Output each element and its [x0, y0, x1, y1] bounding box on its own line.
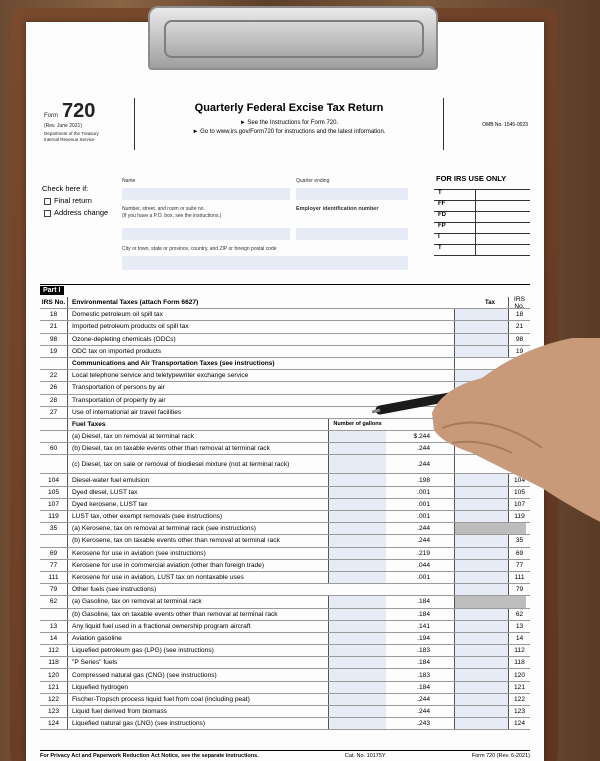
- irs-number: 18: [40, 309, 68, 320]
- table-row: [40, 657, 530, 669]
- irs-number: 112: [40, 645, 68, 656]
- tax-rate: .184: [417, 659, 430, 667]
- irs-number-right: 77: [508, 560, 530, 571]
- line-description: "P Series" fuels: [72, 659, 118, 667]
- table-row: [40, 621, 530, 633]
- line-description: Compressed natural gas (CNG) (see instructions): [72, 671, 217, 679]
- irs-number-right: 120: [508, 669, 530, 680]
- tax-rate: .244: [417, 695, 430, 703]
- irs-number-right: 21: [508, 321, 530, 332]
- quarter-field[interactable]: [296, 188, 408, 200]
- irs-number-right: 18: [508, 309, 530, 320]
- address-change-label: Address change: [54, 208, 109, 217]
- omb-number: OMB No. 1545-0023: [482, 122, 528, 128]
- irs-use-row: T: [434, 245, 530, 256]
- line-description: Liquefied hydrogen: [72, 683, 129, 691]
- gallons-field[interactable]: [328, 706, 386, 717]
- line-description: (b) Gasoline, tax on taxable events other than removal at terminal rack: [72, 610, 278, 618]
- clipboard-clip-icon: [148, 6, 438, 70]
- irs-number: 28: [40, 395, 68, 406]
- irs-number-right: 79: [508, 584, 530, 595]
- city-field[interactable]: [122, 256, 408, 270]
- form-title: Quarterly Federal Excise Tax Return: [194, 102, 384, 114]
- tax-rate: .244: [417, 460, 430, 468]
- tax-rate: .001: [417, 574, 430, 582]
- ein-label: Employer identification number: [296, 206, 379, 212]
- tax-field: [454, 596, 526, 607]
- line-description: Liquefied natural gas (LNG) (see instructions): [72, 720, 206, 728]
- irs-number: 118: [40, 657, 68, 668]
- irs-number: 27: [40, 407, 68, 418]
- tax-rate: .044: [417, 561, 430, 569]
- irs-number: 13: [40, 621, 68, 632]
- tax-rate: $.244: [413, 433, 430, 441]
- irs-number: [40, 609, 68, 620]
- department-line-1: Department of the Treasury: [44, 131, 99, 136]
- irs-use-row: FP: [434, 223, 530, 234]
- entity-info-box: [118, 172, 414, 276]
- tax-rate: .184: [417, 598, 430, 606]
- irs-number-right: 124: [508, 718, 530, 729]
- table-row: [40, 584, 530, 596]
- gallons-field[interactable]: [328, 682, 386, 693]
- gallons-field[interactable]: [328, 548, 386, 559]
- irs-number: [40, 419, 68, 430]
- final-return-checkbox[interactable]: [44, 198, 51, 205]
- irs-number-right: IRS No.: [508, 297, 530, 308]
- footer-form-revision: Form 720 (Rev. 6-2021): [471, 753, 530, 759]
- table-row: [40, 669, 530, 681]
- form-header: [38, 98, 528, 170]
- form-revision: (Rev. June 2021): [44, 123, 82, 129]
- irs-number: [40, 431, 68, 442]
- irs-number-right: 111: [508, 572, 530, 583]
- irs-number: [40, 535, 68, 546]
- irs-number: 111: [40, 572, 68, 583]
- irs-number: 120: [40, 669, 68, 680]
- irs-number-right: 98: [508, 334, 530, 345]
- line-description: (c) Diesel, tax on sale or removal of biodiesel mixture (not at terminal rack): [72, 460, 290, 468]
- tax-rate: .219: [417, 549, 430, 557]
- irs-number: IRS No.: [40, 297, 68, 308]
- irs-use-row: FD: [434, 212, 530, 223]
- line-description: Dyed kerosene, LUST tax: [72, 500, 148, 508]
- city-label: City or town, state or province, country, and ZIP or foreign postal code: [122, 246, 277, 252]
- privacy-notice: For Privacy Act and Paperwork Reduction Act Notice, see the separate instructions.: [40, 753, 259, 759]
- line-description: Kerosene for use in aviation (see instructions): [72, 549, 206, 557]
- irs-number: 79: [40, 584, 68, 595]
- ein-field[interactable]: [296, 228, 408, 240]
- table-row: [40, 718, 530, 730]
- irs-number: 107: [40, 499, 68, 510]
- line-description: (b) Diesel, tax on taxable events other than removal at terminal rack: [72, 445, 270, 453]
- line-description: Use of international air travel facilities: [72, 408, 182, 416]
- table-row: [40, 682, 530, 694]
- irs-use-row: T: [434, 190, 530, 201]
- irs-number: 21: [40, 321, 68, 332]
- gallons-field[interactable]: [328, 645, 386, 656]
- line-description: Environmental Taxes (attach Form 6627): [72, 299, 199, 307]
- irs-number: 123: [40, 706, 68, 717]
- line-description: Transportation of property by air: [72, 396, 166, 404]
- table-row: [40, 297, 530, 309]
- irs-number: 77: [40, 560, 68, 571]
- irs-number-right: 118: [508, 657, 530, 668]
- gallons-header: Number of gallons: [328, 419, 386, 430]
- table-row: [40, 548, 530, 560]
- form-label: Form: [44, 113, 58, 119]
- irs-number-right: 121: [508, 682, 530, 693]
- tax-rate: .244: [417, 537, 430, 545]
- tax-rate: .184: [417, 683, 430, 691]
- line-description: (b) Kerosene, tax on taxable events other than removal at terminal rack: [72, 537, 280, 545]
- tax-rate: .183: [417, 671, 430, 679]
- tax-rate: .184: [417, 610, 430, 618]
- line-description: Kerosene for use in commercial aviation (other than foreign trade): [72, 561, 265, 569]
- irs-number-right: 105: [508, 487, 530, 498]
- gallons-field[interactable]: [328, 572, 386, 583]
- line-description: Fischer-Tropsch process liquid fuel from coal (including peat): [72, 695, 250, 703]
- line-description: Domestic petroleum oil spill tax: [72, 311, 163, 319]
- irs-number: 35: [40, 523, 68, 534]
- line-description: Communications and Air Transportation Taxes (see instructions): [72, 360, 275, 368]
- line-description: Transportation of persons by air: [72, 384, 165, 392]
- street-label: Number, street, and room or suite no.: [122, 206, 205, 212]
- line-description: Kerosene for use in aviation, LUST tax on nontaxable uses: [72, 574, 244, 582]
- irs-use-only-box: [434, 172, 530, 256]
- irs-number: 124: [40, 718, 68, 729]
- tax-rate: .244: [417, 445, 430, 453]
- gallons-field[interactable]: [328, 560, 386, 571]
- irs-number: 98: [40, 334, 68, 345]
- irs-number: 69: [40, 548, 68, 559]
- line-description: Ozone-depleting chemicals (ODCs): [72, 335, 176, 343]
- irs-number: 26: [40, 382, 68, 393]
- table-row: [40, 596, 530, 608]
- tax-rate: .198: [417, 476, 430, 484]
- irs-number-right: 104: [508, 474, 530, 485]
- irs-number: 121: [40, 682, 68, 693]
- irs-number-right: 14: [508, 633, 530, 644]
- gallons-field[interactable]: [328, 669, 386, 680]
- line-description: Liquefied petroleum gas (LPG) (see instructions): [72, 647, 214, 655]
- gallons-field[interactable]: [328, 633, 386, 644]
- quarter-label: Quarter ending: [296, 178, 330, 184]
- gallons-field[interactable]: [328, 694, 386, 705]
- table-row: [40, 633, 530, 645]
- irs-number: 104: [40, 474, 68, 485]
- gallons-field[interactable]: [328, 657, 386, 668]
- irs-number: 122: [40, 694, 68, 705]
- tax-rate: .244: [417, 525, 430, 533]
- irs-number-right: 13: [508, 621, 530, 632]
- irs-use-row: I: [434, 234, 530, 245]
- table-row: [40, 645, 530, 657]
- irs-number: 62: [40, 596, 68, 607]
- irs-number: 19: [40, 346, 68, 357]
- irs-number-right: 107: [508, 499, 530, 510]
- name-label: Name: [122, 178, 136, 184]
- table-row: [40, 560, 530, 572]
- table-row: [40, 694, 530, 706]
- line-description: (a) Diesel, tax on removal at terminal rack: [72, 433, 195, 441]
- catalog-number: Cat. No. 10175Y: [344, 753, 386, 759]
- irs-use-row: FF: [434, 201, 530, 212]
- instructions-line: ► See the Instructions for Form 720.: [239, 120, 339, 126]
- line-description: (a) Kerosene, tax on removal at terminal rack (see instructions): [72, 525, 256, 533]
- irs-number: 14: [40, 633, 68, 644]
- line-description: Liquid fuel derived from biomass: [72, 708, 167, 716]
- line-description: Imported petroleum products oil spill tax: [72, 323, 189, 331]
- tax-rate: .001: [417, 513, 430, 521]
- irs-number: 105: [40, 487, 68, 498]
- line-description: Dyed diesel, LUST tax: [72, 488, 138, 496]
- form-number: 720: [62, 100, 96, 122]
- irs-number-right: 123: [508, 706, 530, 717]
- irs-use-title: FOR IRS USE ONLY: [434, 172, 530, 190]
- line-description: ODC tax on imported products: [72, 347, 162, 355]
- line-description: Aviation gasoline: [72, 634, 122, 642]
- irs-number-right: 112: [508, 645, 530, 656]
- tax-column-header: Tax: [485, 299, 495, 306]
- irs-number-right: 62: [508, 609, 530, 620]
- title-block: [134, 98, 444, 150]
- line-description: Diesel-water fuel emulsion: [72, 476, 150, 484]
- gallons-field[interactable]: [328, 621, 386, 632]
- form-number-block: [44, 100, 130, 142]
- line-description: Local telephone service and teletypewriter exchange service: [72, 372, 249, 380]
- form-footer: [40, 750, 530, 759]
- irs-number-right: 19: [508, 346, 530, 357]
- tax-rate: .001: [417, 488, 430, 496]
- tax-rate: .243: [417, 720, 430, 728]
- name-field[interactable]: [122, 188, 290, 200]
- line-description: LUST tax, other exempt removals (see instructions): [72, 513, 223, 521]
- irs-number: 119: [40, 511, 68, 522]
- check-here-block: [42, 184, 108, 220]
- tax-rate: .141: [417, 622, 430, 630]
- irs-number-right: 119: [508, 511, 530, 522]
- tax-rate: .183: [417, 647, 430, 655]
- irs-number-right: 122: [508, 694, 530, 705]
- line-description: Fuel Taxes: [72, 420, 106, 428]
- table-row: [40, 572, 530, 584]
- irs-number-right: 35: [508, 535, 530, 546]
- website-line: ► Go to www.irs.gov/Form720 for instructions and the latest information.: [192, 129, 386, 135]
- hand-with-pen-icon: [372, 318, 600, 538]
- table-row: [40, 609, 530, 621]
- part-label: Part I: [40, 286, 64, 295]
- gallons-field[interactable]: [328, 718, 386, 729]
- irs-number-right: 69: [508, 548, 530, 559]
- irs-number: [40, 358, 68, 369]
- line-description: Any liquid fuel used in a fractional ownership program aircraft: [72, 622, 251, 630]
- street-hint: (If you have a P.O. box, see the instructions.): [122, 213, 222, 219]
- tax-rate: .194: [417, 634, 430, 642]
- table-row: [40, 706, 530, 718]
- check-here-label: Check here if:: [42, 184, 89, 193]
- irs-number: 60: [40, 443, 68, 454]
- gallons-field[interactable]: [328, 609, 386, 620]
- irs-number: [40, 455, 68, 473]
- street-field[interactable]: [122, 228, 290, 240]
- line-description: Other fuels (see instructions): [72, 586, 157, 594]
- irs-number: 22: [40, 370, 68, 381]
- gallons-field[interactable]: [328, 596, 386, 607]
- final-return-label: Final return: [54, 196, 92, 205]
- part-header: [40, 284, 530, 295]
- department-line-2: Internal Revenue Service: [44, 136, 95, 142]
- tax-rate: .001: [417, 500, 430, 508]
- tax-rate: .244: [417, 708, 430, 716]
- line-description: (a) Gasoline, tax on removal at terminal rack: [72, 598, 202, 606]
- address-change-checkbox[interactable]: [44, 210, 51, 217]
